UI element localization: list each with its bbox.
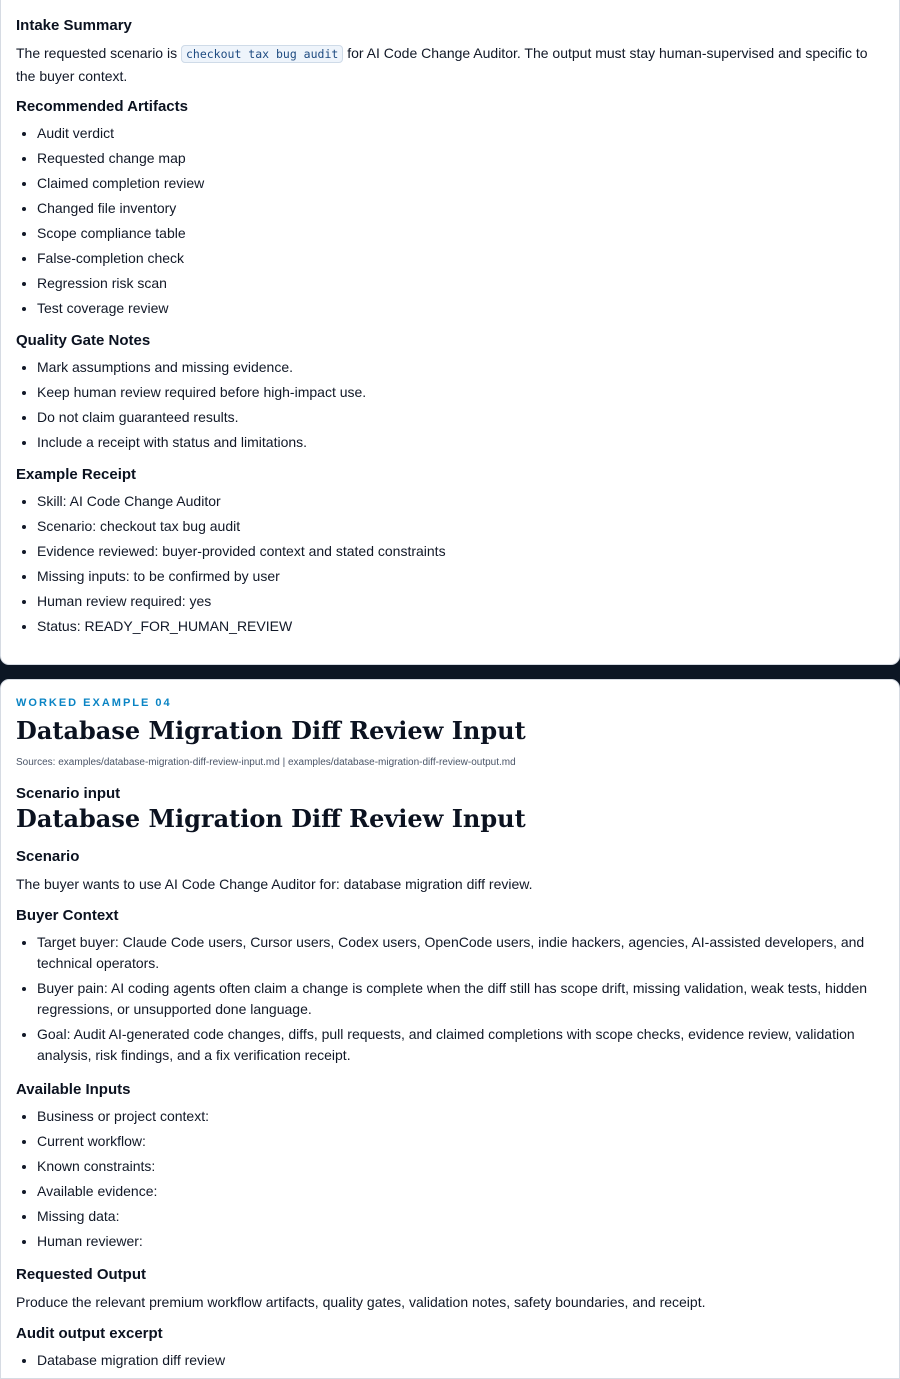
scenario-input-title: Database Migration Diff Review Input	[16, 804, 526, 833]
list-item: • Current workflow:	[37, 1131, 884, 1152]
scenario-code: checkout tax bug audit	[181, 45, 343, 63]
intake-summary-heading: Intake Summary	[16, 17, 132, 34]
sources-line: Sources: examples/database-migration-diff-review-input.md | examples/database-migration-diff-review-output.md	[16, 757, 516, 768]
list-item: • False-completion check	[37, 248, 884, 269]
recommended-artifacts-list	[16, 123, 884, 319]
list-item: • Scope compliance table	[37, 223, 884, 244]
list-item: • Test coverage review	[37, 298, 884, 319]
intake-summary-text: The requested scenario is checkout tax bug audit for AI Code Change Auditor. The output must stay human-supervised and specific to the buyer context.	[16, 45, 868, 84]
scenario-heading: Scenario	[16, 848, 80, 865]
quality-gate-list	[16, 357, 884, 453]
list-item: • Audit verdict	[37, 123, 884, 144]
recommended-artifacts-heading: Recommended Artifacts	[16, 98, 188, 115]
list-item: • Known constraints:	[37, 1156, 884, 1177]
list-item: • Changed file inventory	[37, 198, 884, 219]
list-item: • Include a receipt with status and limitations.	[37, 432, 884, 453]
buyer-context-heading: Buyer Context	[16, 907, 119, 924]
quality-gate-section	[16, 331, 884, 457]
worked-example-eyebrow: WORKED EXAMPLE 04	[16, 697, 172, 709]
list-item: • Available evidence:	[37, 1181, 884, 1202]
example-receipt-heading: Example Receipt	[16, 466, 137, 483]
worked-example-card-04	[0, 679, 900, 1379]
list-item: • Business or project context:	[37, 1106, 884, 1127]
list-item: • Missing data:	[37, 1206, 884, 1227]
list-item: • Skill: AI Code Change Auditor	[37, 491, 884, 512]
list-item: • Regression risk scan	[37, 273, 884, 294]
scenario-input-label: Scenario input	[16, 785, 121, 802]
audit-output-list	[16, 1350, 884, 1371]
audit-output-heading: Audit output excerpt	[16, 1325, 163, 1342]
list-item: • Requested change map	[37, 148, 884, 169]
list-item: • Do not claim guaranteed results.	[37, 407, 884, 428]
list-item: • Target buyer: Claude Code users, Cursor users, Codex users, OpenCode users, indie hackers, agencies, AI-assisted developers, and technical operators.	[37, 932, 884, 974]
list-item: • Human reviewer:	[37, 1231, 884, 1252]
buyer-context-section	[16, 906, 884, 1070]
requested-output-text: Produce the relevant premium workflow artifacts, quality gates, validation notes, safety boundaries, and receipt.	[16, 1294, 706, 1310]
list-item: • Status: READY_FOR_HUMAN_REVIEW	[37, 616, 884, 637]
scenario-input-header	[16, 784, 884, 834]
scenario-text: The buyer wants to use AI Code Change Auditor for: database migration diff review.	[16, 876, 533, 892]
list-item: • Missing inputs: to be confirmed by user	[37, 566, 884, 587]
recommended-artifacts-section	[16, 97, 884, 323]
example-receipt-list	[16, 491, 884, 637]
list-item: • Human review required: yes	[37, 591, 884, 612]
list-item: • Buyer pain: AI coding agents often claim a change is complete when the diff still has scope drift, missing validation, weak tests, hidden regressions, or unsupported done language.	[37, 978, 884, 1020]
example-title: Database Migration Diff Review Input	[16, 716, 526, 745]
list-item: • Evidence reviewed: buyer-provided context and stated constraints	[37, 541, 884, 562]
scenario-section	[16, 847, 884, 895]
requested-output-heading: Requested Output	[16, 1266, 146, 1283]
list-item: • Claimed completion review	[37, 173, 884, 194]
worked-example-card-previous	[0, 0, 900, 665]
list-item: • Keep human review required before high-impact use.	[37, 382, 884, 403]
list-item: • Database migration diff review	[37, 1350, 884, 1371]
quality-gate-heading: Quality Gate Notes	[16, 332, 151, 349]
list-item: • Goal: Audit AI-generated code changes, diffs, pull requests, and claimed completions with scope checks, evidence review, validation analysis, risk findings, and a fix verification receipt.	[37, 1024, 884, 1066]
intake-summary-section	[16, 16, 884, 87]
example-header	[16, 696, 884, 770]
list-item: • Mark assumptions and missing evidence.	[37, 357, 884, 378]
requested-output-section	[16, 1265, 884, 1313]
available-inputs-section	[16, 1080, 884, 1256]
buyer-context-list	[16, 932, 884, 1066]
available-inputs-heading: Available Inputs	[16, 1081, 131, 1098]
available-inputs-list	[16, 1106, 884, 1252]
example-receipt-section	[16, 465, 884, 641]
list-item: • Scenario: checkout tax bug audit	[37, 516, 884, 537]
